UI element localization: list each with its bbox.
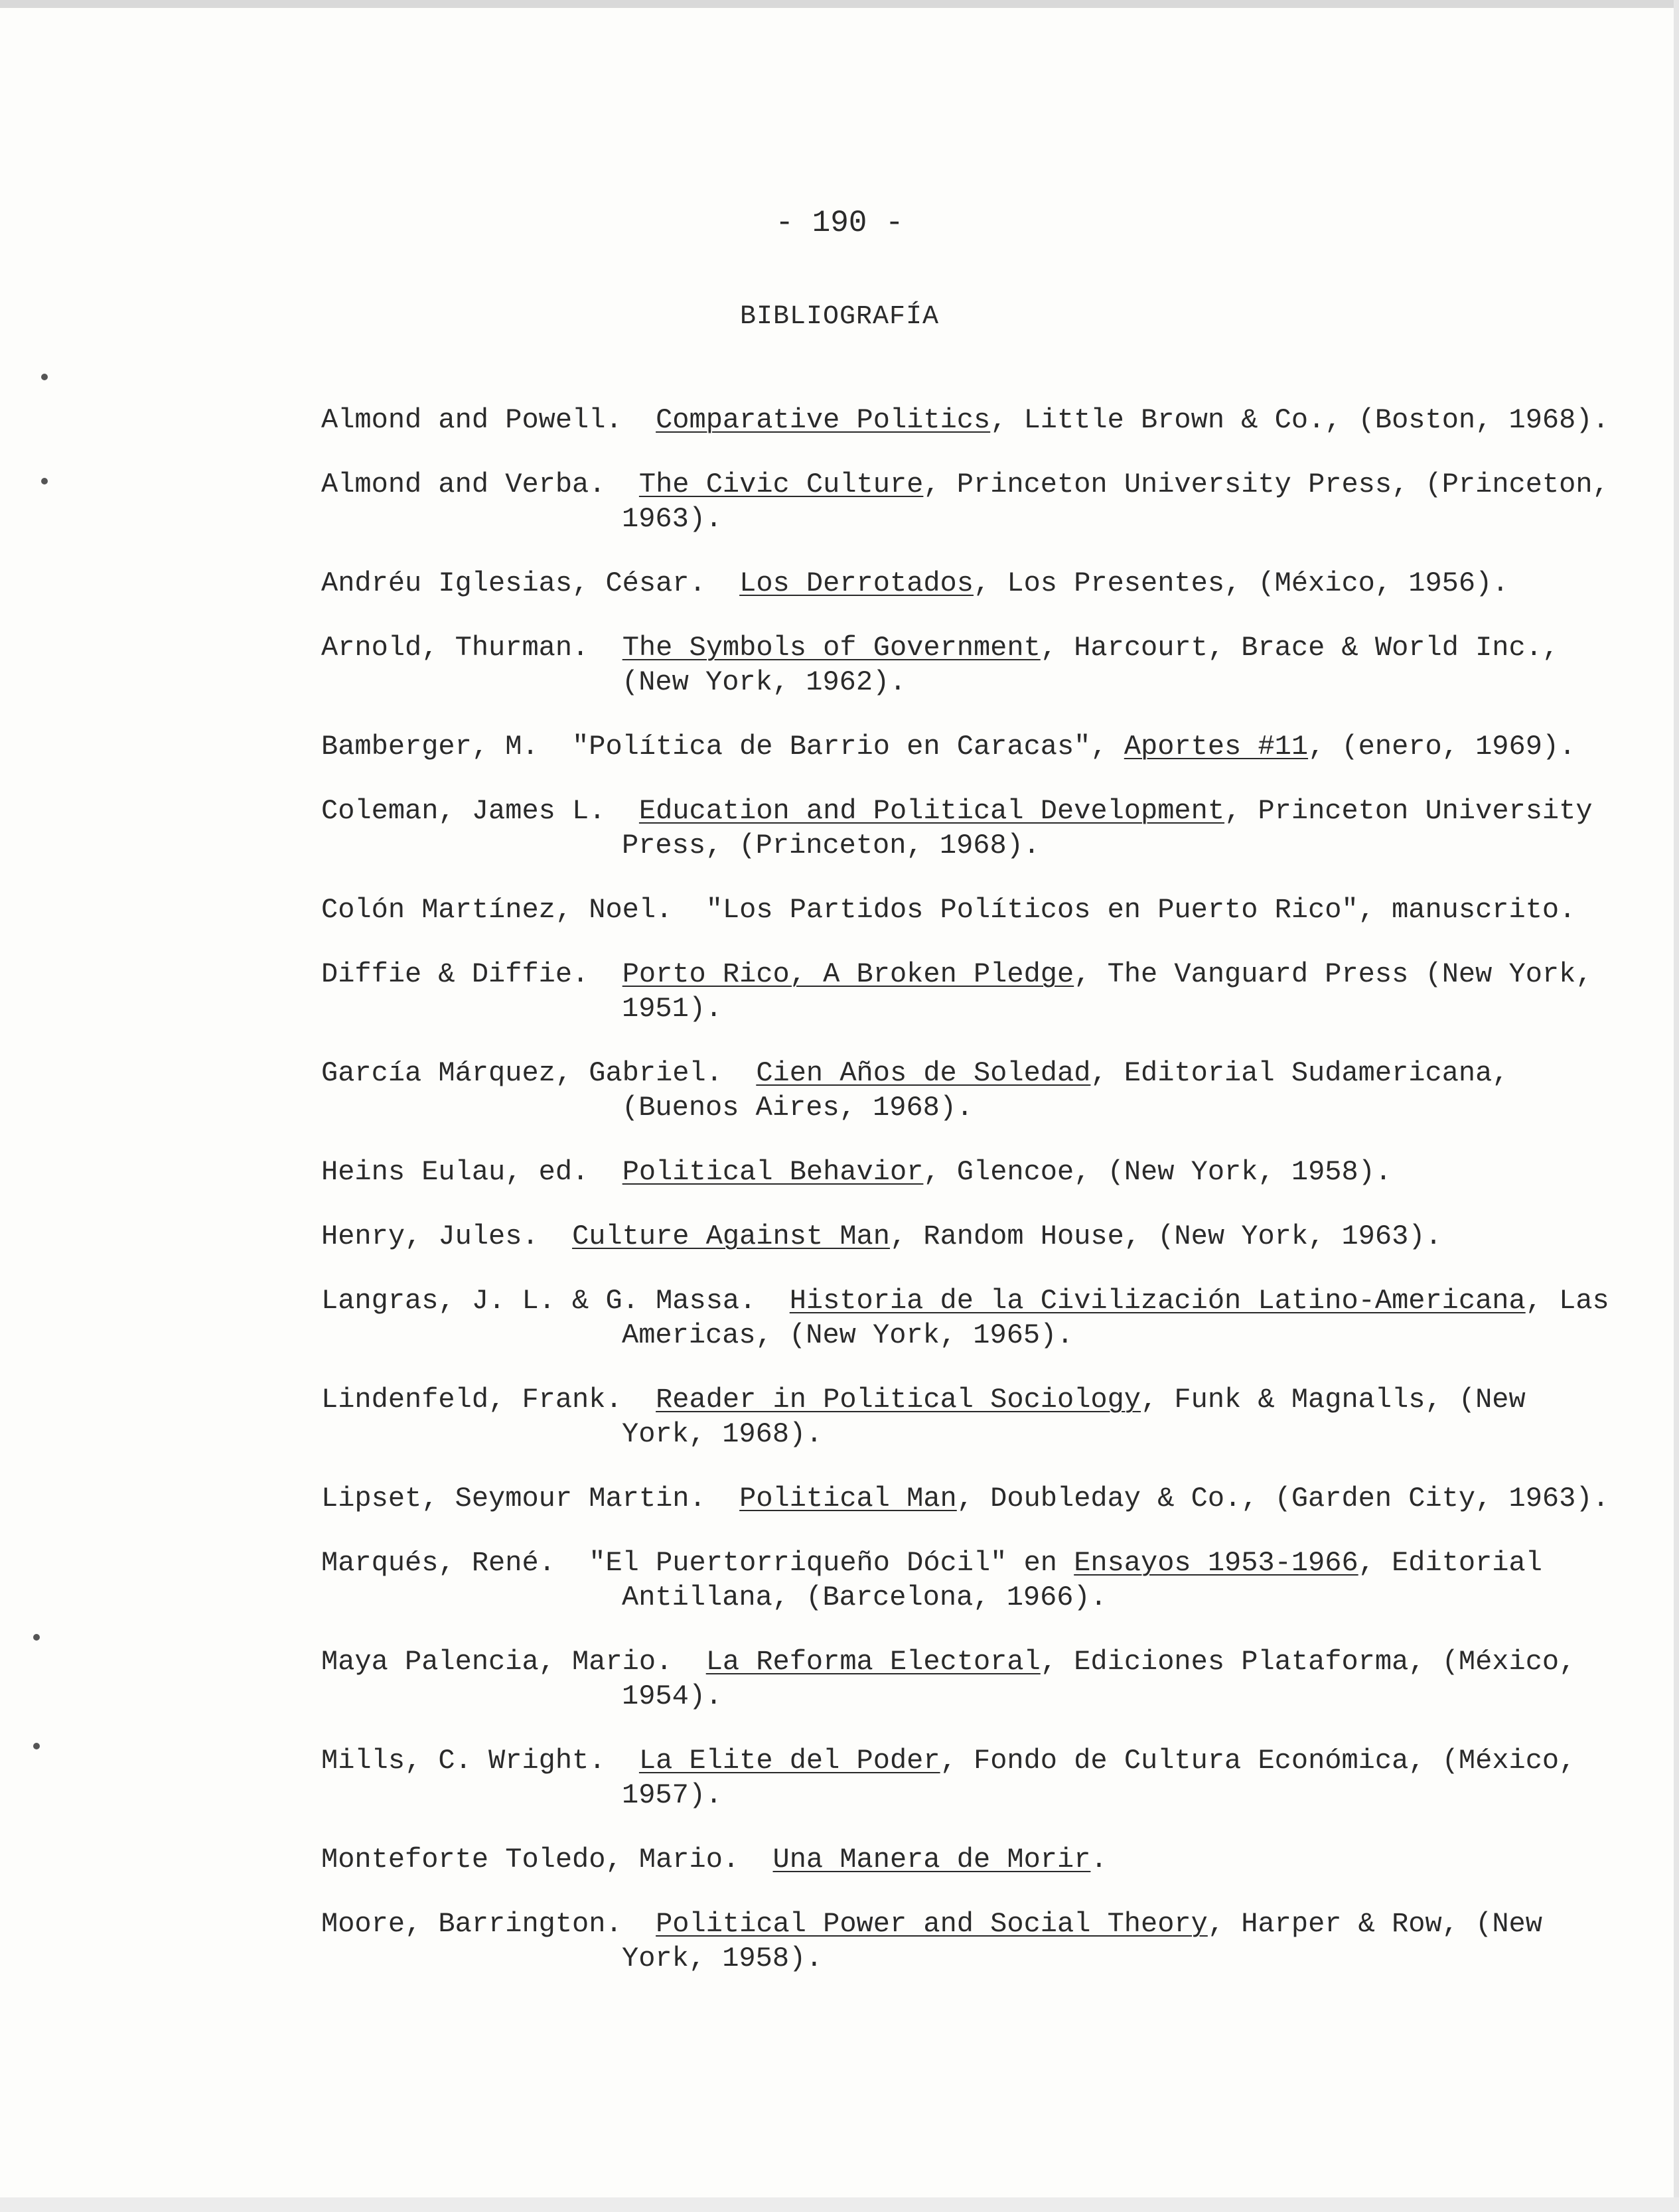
entry-details: , Funk & Magnalls, (New York, 1968).: [622, 1384, 1526, 1450]
entry-author: Maya Palencia, Mario.: [321, 1646, 706, 1678]
entry-title: Ensayos 1953-1966: [1074, 1547, 1358, 1579]
bibliography-entry: [321, 729, 1622, 764]
entry-title: Political Behavior: [622, 1156, 924, 1188]
entry-title: Reader in Political Sociology: [656, 1384, 1141, 1416]
entry-details: , Doubleday & Co., (Garden City, 1963).: [956, 1483, 1609, 1514]
bibliography-entry: [321, 1155, 1622, 1189]
entry-author: Heins Eulau, ed.: [321, 1156, 622, 1188]
entry-title: The Symbols of Government: [622, 632, 1041, 664]
bibliography-entry: [321, 467, 1622, 536]
entry-title: Aportes #11: [1124, 731, 1309, 763]
entry-details: , Princeton University Press, (Princeton, 1963).: [622, 469, 1609, 535]
binding-hole-mark: [41, 478, 48, 484]
entry-author: Lindenfeld, Frank.: [321, 1384, 656, 1416]
bibliography-entry: [321, 1842, 1622, 1877]
binding-hole-mark: [33, 1743, 40, 1749]
entry-author: Arnold, Thurman.: [321, 632, 622, 664]
entry-title: Political Power and Social Theory: [656, 1908, 1208, 1940]
page-number: - 190 -: [775, 206, 904, 240]
entry-text: "Los Partidos Políticos en Puerto Rico", manuscrito.: [705, 894, 1576, 926]
entry-author: Andréu Iglesias, César.: [321, 567, 740, 599]
entry-details: , Princeton University Press, (Princeton, 1968).: [622, 795, 1593, 861]
entry-title: Una Manera de Morir: [772, 1844, 1091, 1876]
entry-title: La Reforma Electoral: [705, 1646, 1041, 1678]
entry-details: , Ediciones Plataforma, (México, 1954).: [622, 1646, 1576, 1712]
entry-author: Colón Martínez, Noel.: [321, 894, 706, 926]
entry-title: The Civic Culture: [638, 469, 924, 500]
entry-title: Culture Against Man: [572, 1220, 890, 1252]
entry-details: , The Vanguard Press (New York, 1951).: [622, 958, 1593, 1025]
entry-author: Lipset, Seymour Martin.: [321, 1483, 740, 1514]
entry-details: , Los Presentes, (México, 1956).: [973, 567, 1509, 599]
entry-author: Mills, C. Wright.: [321, 1745, 639, 1777]
entry-details: , Random House, (New York, 1963).: [889, 1220, 1442, 1252]
bibliography-entry: [321, 1743, 1622, 1812]
entry-details: .: [1090, 1844, 1108, 1876]
entry-title: La Elite del Poder: [638, 1745, 940, 1777]
bibliography-entry: [321, 630, 1622, 700]
bibliography-entry: [321, 1645, 1622, 1714]
entry-author: Langras, J. L. & G. Massa.: [321, 1285, 790, 1317]
bibliography-entry: [321, 957, 1622, 1026]
entry-details: , (enero, 1969).: [1308, 731, 1576, 763]
binding-hole-mark: [41, 374, 48, 380]
entry-details: , Little Brown & Co., (Boston, 1968).: [990, 404, 1609, 436]
entry-details: , Fondo de Cultura Económica, (México, 1957).: [622, 1745, 1576, 1811]
entry-title: Los Derrotados: [739, 567, 974, 599]
entry-author: García Márquez, Gabriel.: [321, 1057, 757, 1089]
entry-title: Porto Rico, A Broken Pledge: [622, 958, 1074, 990]
entry-details: , Las Americas, (New York, 1965).: [622, 1285, 1609, 1351]
entry-author: Monteforte Toledo, Mario.: [321, 1844, 773, 1876]
bibliography-entry: [321, 1219, 1622, 1254]
entry-title: Education and Political Development: [638, 795, 1225, 827]
entry-details: , Harper & Row, (New York, 1958).: [622, 1908, 1542, 1974]
entry-title: Historia de la Civilización Latino-Americana: [789, 1285, 1526, 1317]
bibliography-list: [321, 403, 1622, 2006]
bibliography-entry: [321, 566, 1622, 601]
bibliography-heading: BIBLIOGRAFÍA: [739, 302, 940, 332]
scan-top-edge: [0, 0, 1679, 8]
binding-hole-mark: [33, 1634, 40, 1641]
bibliography-entry: [321, 1907, 1622, 1976]
bibliography-entry: [321, 1056, 1622, 1125]
entry-title: Political Man: [739, 1483, 957, 1514]
entry-title: Cien Años de Soledad: [756, 1057, 1091, 1089]
entry-author: Almond and Powell.: [321, 404, 656, 436]
bibliography-entry: [321, 893, 1622, 927]
bibliography-entry: [321, 1481, 1622, 1516]
scan-bottom-edge: [0, 2197, 1679, 2212]
entry-author: Henry, Jules.: [321, 1220, 573, 1252]
entry-author: Coleman, James L.: [321, 795, 639, 827]
bibliography-entry: [321, 1382, 1622, 1451]
entry-author: Marqués, René.: [321, 1547, 589, 1579]
entry-title: Comparative Politics: [656, 404, 991, 436]
entry-details: , Glencoe, (New York, 1958).: [923, 1156, 1392, 1188]
bibliography-entry: [321, 1284, 1622, 1353]
entry-author: Diffie & Diffie.: [321, 958, 622, 990]
entry-author: Almond and Verba.: [321, 469, 639, 500]
entry-author: Bamberger, M.: [321, 731, 573, 763]
bibliography-entry: [321, 1546, 1622, 1615]
entry-author: Moore, Barrington.: [321, 1908, 656, 1940]
entry-details: , Harcourt, Brace & World Inc., (New York, 1962).: [622, 632, 1560, 698]
bibliography-entry: [321, 794, 1622, 863]
entry-text: "Política de Barrio en Caracas",: [572, 731, 1124, 763]
entry-text: "El Puertorriqueño Dócil" en: [589, 1547, 1074, 1579]
bibliography-entry: [321, 403, 1622, 437]
entry-details: , Editorial Antillana, (Barcelona, 1966).: [622, 1547, 1542, 1613]
entry-details: , Editorial Sudamericana, (Buenos Aires, 1968).: [622, 1057, 1509, 1124]
